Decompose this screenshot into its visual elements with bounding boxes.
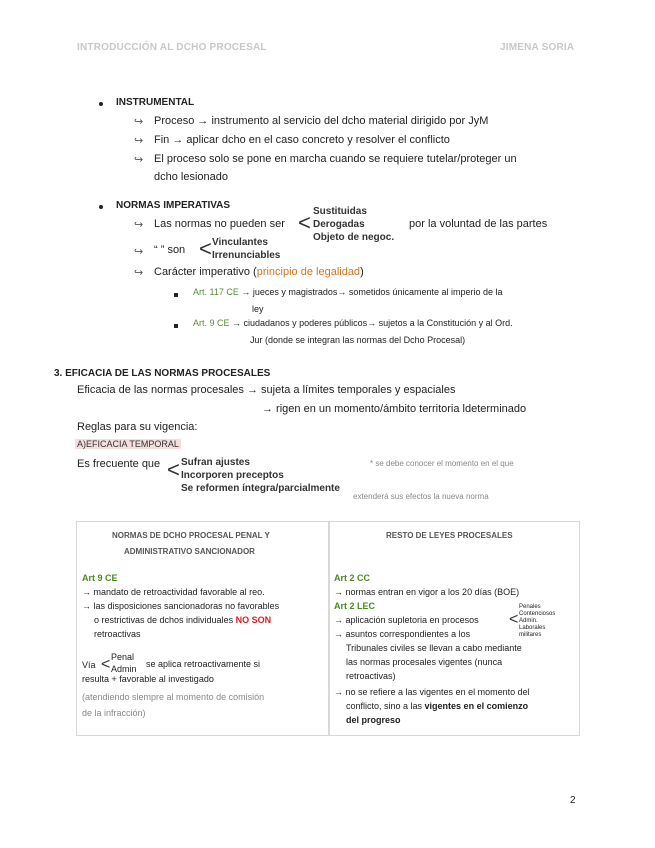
processes-list: [519, 604, 555, 639]
sub-item-9: [193, 318, 513, 328]
header-right: JIMENA SORIA: [500, 42, 575, 53]
option-label: militares: [519, 632, 542, 638]
vigentes-highlight: vigentes en el comienzo: [424, 701, 529, 711]
table-left-line: → mandato de retroactividad favorable al reo.: [82, 587, 265, 597]
option-label: Contenciosos: [519, 611, 556, 617]
table-left-text: o restrictivas de dchos individuales: [94, 615, 236, 625]
square-bullet-icon: [174, 324, 178, 328]
sub-text: → ciudadanos y poderes públicos→ sujetos a la Constitución y al Ord.: [232, 318, 513, 328]
table-right-line: [346, 701, 528, 711]
table-header-right: RESTO DE LEYES PROCESALES: [386, 531, 513, 540]
option-label: Irrenunciables: [212, 250, 281, 261]
table-header-left: NORMAS DE DCHO PROCESAL PENAL Y: [112, 531, 270, 540]
imperativas-title: NORMAS IMPERATIVAS: [116, 200, 231, 211]
eficacia-line2: → rigen en un momento/ámbito territoria ldeterminado: [262, 403, 527, 415]
brace-icon: <: [101, 656, 111, 673]
square-bullet-icon: [174, 293, 178, 297]
table-right-line: del progreso: [346, 715, 401, 725]
eficacia-temporal-tag: A)EFICACIA TEMPORAL: [77, 439, 179, 449]
brace-icon: <: [509, 611, 519, 628]
table-left-line: [94, 615, 271, 625]
table-left-line: resulta + favorable al investigado: [82, 674, 214, 684]
imperativas-line2-pre: “ ” son: [154, 244, 186, 256]
eficacia-line3: Reglas para su vigencia:: [77, 421, 198, 433]
sub-item-117: [193, 287, 503, 297]
hook-arrow-icon: ↪: [134, 267, 144, 279]
hook-arrow-icon: ↪: [134, 246, 144, 258]
option-label: Penales: [519, 604, 541, 610]
sub-text-cont: ley: [252, 304, 264, 314]
brace-icon: <: [298, 210, 311, 235]
option-label: Vinculantes: [212, 237, 268, 248]
table-right-text: conflicto, sino a las: [346, 701, 425, 711]
table-left-line: → las disposiciones sancionadoras no favorables: [82, 601, 280, 611]
article-ref: Art 9 CE: [82, 573, 118, 583]
table-left-line: retroactivas: [94, 629, 141, 639]
bullet-icon: [99, 102, 103, 106]
imperativas-line3-post: ): [360, 266, 364, 278]
header-left: INTRODUCCIÓN AL DCHO PROCESAL: [77, 42, 267, 53]
table-left-note: (atendiendo siempre al momento de comisión: [82, 692, 265, 702]
article-ref: Art 2 LEC: [334, 601, 376, 611]
table-left-note: de la infracción): [82, 708, 146, 718]
option-label: Se reformen íntegra/parcialmente: [181, 483, 340, 494]
table-left-line: se aplica retroactivamente si: [146, 659, 261, 669]
eficacia-line1: Eficacia de las normas procesales → sujeta a límites temporales y espaciales: [77, 384, 456, 396]
option-label: Laborales: [519, 625, 546, 631]
table-right-line: las normas procesales vigentes (nunca: [346, 657, 503, 667]
imperativas-line1-post: por la voluntad de las partes: [409, 218, 548, 230]
note-line2: extenderá sus efectos la nueva norma: [353, 492, 489, 501]
hook-arrow-icon: ↪: [134, 116, 144, 128]
imperativas-line3: [154, 266, 364, 278]
article-ref: Art 2 CC: [334, 573, 371, 583]
note-line1: * se debe conocer el momento en el que: [370, 459, 514, 468]
sub-text: → jueces y magistrados→ sometidos únicamente al imperio de la: [241, 287, 503, 297]
brace-icon: <: [199, 236, 212, 261]
instrumental-title: INSTRUMENTAL: [116, 97, 195, 108]
section-title: 3. EFICACIA DE LAS NORMAS PROCESALES: [54, 368, 271, 379]
no-son-highlight: NO SON: [235, 615, 272, 625]
table-right-line: → normas entran en vigor a los 20 días (BOE): [334, 587, 520, 597]
option-label: Sufran ajustes: [181, 457, 250, 468]
hook-arrow-icon: ↪: [134, 135, 144, 147]
option-label: Sustituidas: [313, 206, 367, 217]
table-header-left: ADMINISTRATIVO SANCIONADOR: [124, 547, 255, 556]
table-right-line: → no se refiere a las vigentes en el momento del: [334, 687, 530, 697]
via-label: Vía: [82, 660, 96, 670]
hook-arrow-icon: ↪: [134, 154, 144, 166]
option-label: Admin: [111, 664, 137, 674]
table-right-line: → aplicación supletoria en procesos: [334, 615, 479, 625]
page-number: 2: [570, 795, 576, 806]
brace-icon: <: [167, 457, 180, 482]
hook-arrow-icon: ↪: [134, 219, 144, 231]
sub-text-cont: Jur (donde se integran las normas del Dcho Procesal): [250, 335, 466, 345]
instrumental-item: El proceso solo se pone en marcha cuando se requiere tutelar/proteger un: [154, 153, 517, 165]
table-right-line: retroactivas): [346, 671, 396, 681]
option-label: Admin.: [519, 618, 538, 624]
table-right-line: Tribunales civiles se llevan a cabo mediante: [346, 643, 522, 653]
table-right-line: → asuntos correspondientes a los: [334, 629, 471, 639]
option-label: Derogadas: [313, 219, 365, 230]
legalidad-highlight: principio de legalidad: [256, 266, 361, 278]
article-ref: Art. 117 CE: [193, 287, 239, 297]
imperativas-line3-pre: Carácter imperativo (: [154, 266, 257, 278]
frecuente-pre: Es frecuente que: [77, 458, 161, 470]
instrumental-item: Fin → aplicar dcho en el caso concreto y resolver el conflicto: [154, 134, 450, 146]
article-ref: Art. 9 CE: [193, 318, 230, 328]
bullet-icon: [99, 205, 103, 209]
option-label: Incorporen preceptos: [181, 470, 284, 481]
option-label: Objeto de negoc.: [313, 232, 395, 243]
instrumental-item: dcho lesionado: [154, 171, 229, 183]
instrumental-item: Proceso → instrumento al servicio del dcho material dirigido por JyM: [154, 115, 489, 127]
imperativas-line1-pre: Las normas no pueden ser: [154, 218, 285, 230]
option-label: Penal: [111, 652, 135, 662]
